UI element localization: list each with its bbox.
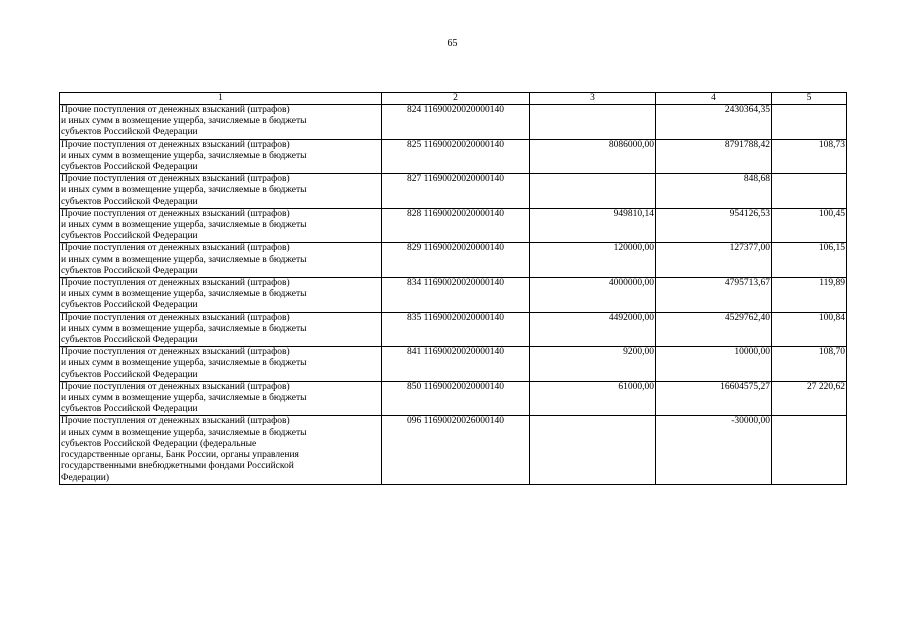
plan-amount-cell (530, 416, 656, 484)
header-row (60, 93, 847, 105)
table-row (60, 416, 847, 484)
table-row (60, 278, 847, 313)
execution-percent-cell (772, 105, 847, 140)
table-body (60, 105, 847, 485)
column-header-1: 1 (60, 93, 382, 105)
actual-amount-cell: -30000,00 (656, 416, 772, 484)
plan-amount-cell: 120000,00 (530, 243, 656, 278)
budget-code-cell: 834 11690020020000140 (382, 278, 530, 313)
table-row (60, 174, 847, 209)
actual-amount-cell: 16604575,27 (656, 381, 772, 416)
actual-amount-cell: 954126,53 (656, 208, 772, 243)
table-row (60, 105, 847, 140)
actual-amount-cell: 127377,00 (656, 243, 772, 278)
column-header-3: 3 (530, 93, 656, 105)
table-row (60, 347, 847, 382)
revenue-name-cell: Прочие поступления от денежных взысканий (штрафов) и иных сумм в возмещение ущерба, зачисляемые в бюджеты субъектов Российской Федерации (60, 243, 382, 278)
budget-code-cell: 828 11690020020000140 (382, 208, 530, 243)
actual-amount-cell: 8791788,42 (656, 139, 772, 174)
actual-amount-cell: 2430364,35 (656, 105, 772, 140)
execution-percent-cell: 119,89 (772, 278, 847, 313)
column-header-2: 2 (382, 93, 530, 105)
actual-amount-cell: 4795713,67 (656, 278, 772, 313)
actual-amount-cell: 848,68 (656, 174, 772, 209)
plan-amount-cell: 61000,00 (530, 381, 656, 416)
plan-amount-cell (530, 174, 656, 209)
plan-amount-cell (530, 105, 656, 140)
revenue-name-cell: Прочие поступления от денежных взысканий (штрафов) и иных сумм в возмещение ущерба, зачисляемые в бюджеты субъектов Российской Федерации (федеральные государственные органы, Банк России, органы управления государственными внебюджетными фондами Российской Федерации) (60, 416, 382, 484)
execution-percent-cell: 27 220,62 (772, 381, 847, 416)
page-number: 65 (447, 38, 458, 49)
column-header-5: 5 (772, 93, 847, 105)
table-row (60, 208, 847, 243)
budget-code-cell: 825 11690020020000140 (382, 139, 530, 174)
revenue-name-cell: Прочие поступления от денежных взысканий (штрафов) и иных сумм в возмещение ущерба, зачисляемые в бюджеты субъектов Российской Федерации (60, 381, 382, 416)
execution-percent-cell: 100,45 (772, 208, 847, 243)
revenue-name-cell: Прочие поступления от денежных взысканий (штрафов) и иных сумм в возмещение ущерба, зачисляемые в бюджеты субъектов Российской Федерации (60, 278, 382, 313)
budget-code-cell: 829 11690020020000140 (382, 243, 530, 278)
table-row (60, 139, 847, 174)
actual-amount-cell: 10000,00 (656, 347, 772, 382)
execution-percent-cell: 108,70 (772, 347, 847, 382)
plan-amount-cell: 9200,00 (530, 347, 656, 382)
execution-percent-cell (772, 416, 847, 484)
budget-code-cell: 850 11690020020000140 (382, 381, 530, 416)
revenue-name-cell: Прочие поступления от денежных взысканий (штрафов) и иных сумм в возмещение ущерба, зачисляемые в бюджеты субъектов Российской Федерации (60, 312, 382, 347)
execution-percent-cell: 106,15 (772, 243, 847, 278)
plan-amount-cell: 949810,14 (530, 208, 656, 243)
revenue-name-cell: Прочие поступления от денежных взысканий (штрафов) и иных сумм в возмещение ущерба, зачисляемые в бюджеты субъектов Российской Федерации (60, 105, 382, 140)
revenue-name-cell: Прочие поступления от денежных взысканий (штрафов) и иных сумм в возмещение ущерба, зачисляемые в бюджеты субъектов Российской Федерации (60, 208, 382, 243)
revenue-name-cell: Прочие поступления от денежных взысканий (штрафов) и иных сумм в возмещение ущерба, зачисляемые в бюджеты субъектов Российской Федерации (60, 347, 382, 382)
plan-amount-cell: 4000000,00 (530, 278, 656, 313)
budget-revenue-table (59, 92, 847, 485)
plan-amount-cell: 8086000,00 (530, 139, 656, 174)
plan-amount-cell: 4492000,00 (530, 312, 656, 347)
execution-percent-cell: 100,84 (772, 312, 847, 347)
actual-amount-cell: 4529762,40 (656, 312, 772, 347)
budget-code-cell: 824 11690020020000140 (382, 105, 530, 140)
budget-code-cell: 835 11690020020000140 (382, 312, 530, 347)
table-row (60, 312, 847, 347)
budget-code-cell: 841 11690020020000140 (382, 347, 530, 382)
budget-code-cell: 096 11690020026000140 (382, 416, 530, 484)
table-row (60, 243, 847, 278)
column-header-4: 4 (656, 93, 772, 105)
table-row (60, 381, 847, 416)
budget-code-cell: 827 11690020020000140 (382, 174, 530, 209)
execution-percent-cell: 108,73 (772, 139, 847, 174)
revenue-name-cell: Прочие поступления от денежных взысканий (штрафов) и иных сумм в возмещение ущерба, зачисляемые в бюджеты субъектов Российской Федерации (60, 139, 382, 174)
revenue-name-cell: Прочие поступления от денежных взысканий (штрафов) и иных сумм в возмещение ущерба, зачисляемые в бюджеты субъектов Российской Федерации (60, 174, 382, 209)
execution-percent-cell (772, 174, 847, 209)
